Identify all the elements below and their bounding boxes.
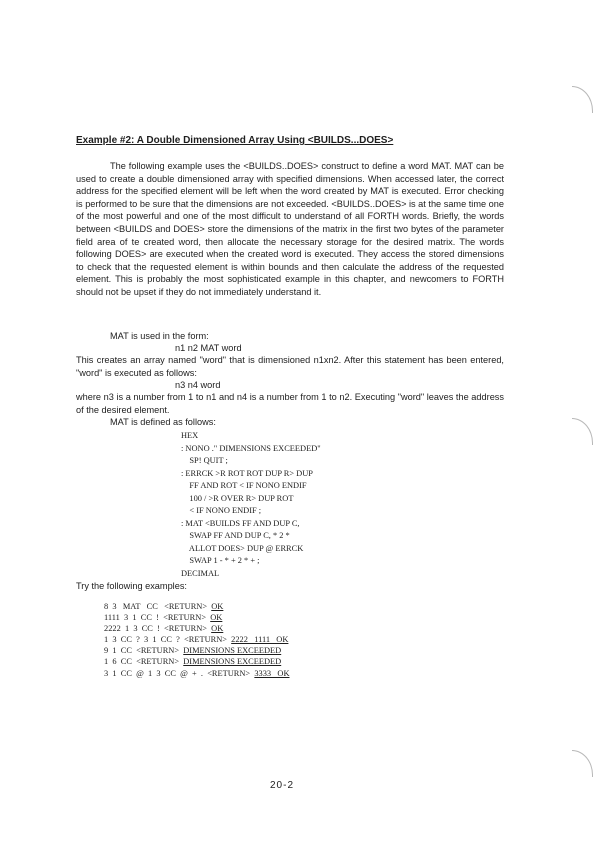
intro-paragraph: The following example uses the <BUILDS..DOES> construct to define a word MAT. MAT can be used to create a double dimensioned array with specified dimensions. When accessed later, the correct address for the specified element will be left when the word created by MAT is executed. Error checking is performed to be sure that the dimensions are not exceeded. <BUILDS..DOES> is at the same time one of the most powerful and one of the most difficult to understand of all FORTH words. Briefly, the words between <BUILDS and DOES> store the dimensions of the matrix in the first two bytes of the parameter field area of te created word, then allocate the necessary storage for the desired matrix. The words following DOES> are executed when the created word is executed. They access the stored dimensions to check that the requested element is within bounds and then calculate the address of the requested element. This is probably the most sophisticated example in this chapter, and newcomers to FORTH should not be upset if they do not immediately understand it. — [76, 161, 504, 297]
code-line: : ERRCK >R ROT ROT DUP R> DUP — [181, 468, 313, 478]
example-row — [104, 656, 281, 667]
code-line: SWAP 1 - * + 2 * + ; — [181, 556, 260, 565]
definition-intro: MAT is defined as follows: — [110, 417, 216, 427]
example-row — [104, 668, 290, 679]
example-input: 1 6 CC <RETURN> — [104, 657, 184, 666]
code-line: ALLOT DOES> DUP @ ERRCK — [181, 543, 304, 553]
example-response: OK — [211, 624, 224, 633]
example-row — [104, 601, 223, 612]
code-line: FF AND ROT < IF NONO ENDIF — [181, 481, 307, 490]
array-paragraph: This creates an array named "word" that is dimensioned n1xn2. After this statement has been entered, "word" is executed as follows: — [76, 355, 504, 378]
example-response: DIMENSIONS EXCEEDED — [183, 646, 282, 655]
code-line: 100 / >R OVER R> DUP ROT — [181, 493, 294, 503]
margin-mark-top — [572, 86, 593, 113]
where-paragraph: where n3 is a number from 1 to n1 and n4 is a number from 1 to n2. Executing "word" leaves the address of the desired element. — [76, 392, 504, 415]
example-input: 9 1 CC <RETURN> — [104, 646, 184, 655]
example-response: OK — [210, 613, 223, 622]
example-input: 3 1 CC @ 1 3 CC @ + . <RETURN> — [104, 669, 255, 678]
example-response: 3333 OK — [254, 669, 290, 678]
example-response: 2222 1111 OK — [231, 635, 289, 644]
example-response: OK — [211, 602, 224, 611]
code-line: : NONO ." DIMENSIONS EXCEEDED" — [181, 443, 321, 453]
code-line: < IF NONO ENDIF ; — [181, 506, 262, 515]
section-heading: Example #2: A Double Dimensioned Array Using <BUILDS...DOES> — [76, 135, 394, 146]
example-response: DIMENSIONS EXCEEDED — [183, 657, 282, 666]
code-line: SWAP FF AND DUP C, * 2 * — [181, 531, 290, 540]
exec-form: n3 n4 word — [175, 380, 221, 390]
code-line: : MAT <BUILDS FF AND DUP C, — [181, 518, 300, 528]
example-row — [104, 612, 222, 623]
example-input: 8 3 MAT CC <RETURN> — [104, 602, 212, 611]
margin-mark-middle — [572, 418, 593, 445]
example-input: 1111 3 1 CC ! <RETURN> — [104, 613, 211, 622]
margin-mark-bottom — [572, 750, 593, 777]
example-row — [104, 623, 223, 634]
example-input: 2222 1 3 CC ! <RETURN> — [104, 624, 212, 633]
example-row — [104, 634, 288, 645]
code-line: DECIMAL — [181, 568, 220, 578]
page-number: 20-2 — [270, 780, 295, 791]
code-line: SP! QUIT ; — [181, 456, 228, 465]
code-line: HEX — [181, 431, 199, 440]
mat-definition-code — [181, 430, 321, 580]
examples-intro: Try the following examples: — [76, 581, 187, 591]
usage-intro: MAT is used in the form: — [110, 331, 209, 341]
example-row — [104, 645, 281, 656]
example-input: 1 3 CC ? 3 1 CC ? <RETURN> — [104, 635, 232, 644]
usage-form: n1 n2 MAT word — [175, 343, 242, 353]
